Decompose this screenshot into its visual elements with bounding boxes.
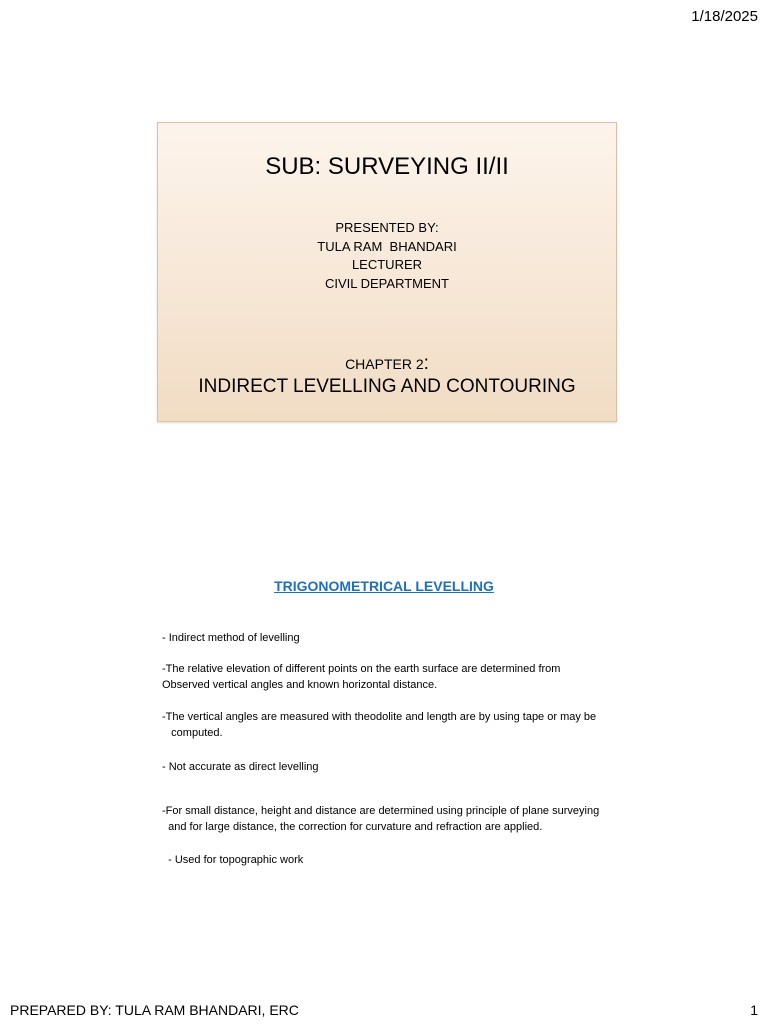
presenter-name: TULA RAM BHANDARI [317, 238, 457, 254]
bullet-item: -The relative elevation of different points on the earth surface are determined from Observed vertical angles and known horizontal distance. [162, 663, 561, 691]
bullet-item: - Not accurate as direct levelling [162, 761, 319, 773]
presenter-label: PRESENTED BY: [335, 220, 439, 235]
chapter-label [158, 353, 616, 375]
chapter-colon: : [423, 353, 429, 374]
presenter-role: LECTURER [351, 257, 423, 272]
date-stamp: 1/18/2025 [691, 8, 758, 25]
footer-prepared-by: PREPARED BY: TULA RAM BHANDARI, ERC [10, 1002, 299, 1018]
section-heading: TRIGONOMETRICAL LEVELLING [274, 578, 494, 594]
bullet-item: - Indirect method of levelling [162, 632, 300, 644]
bullet-item: -The vertical angles are measured with theodolite and length are by using tape or may be computed. [162, 711, 597, 739]
slide-title: SUB: SURVEYING II/II [265, 153, 509, 180]
presenter-department: CIVIL DEPARTMENT [324, 275, 449, 291]
presenter-block [158, 219, 616, 293]
chapter-title: INDIRECT LEVELLING AND CONTOURING [198, 376, 576, 397]
bullet-item: -For small distance, height and distance are determined using principle of plane surveying and for large distance, the correction for curvature and refraction are applied. [162, 805, 600, 833]
page-number: 1 [750, 1002, 758, 1018]
bullet-item: - Used for topographic work [162, 854, 304, 866]
title-slide [157, 122, 617, 422]
chapter-text: CHAPTER 2 [345, 356, 424, 372]
